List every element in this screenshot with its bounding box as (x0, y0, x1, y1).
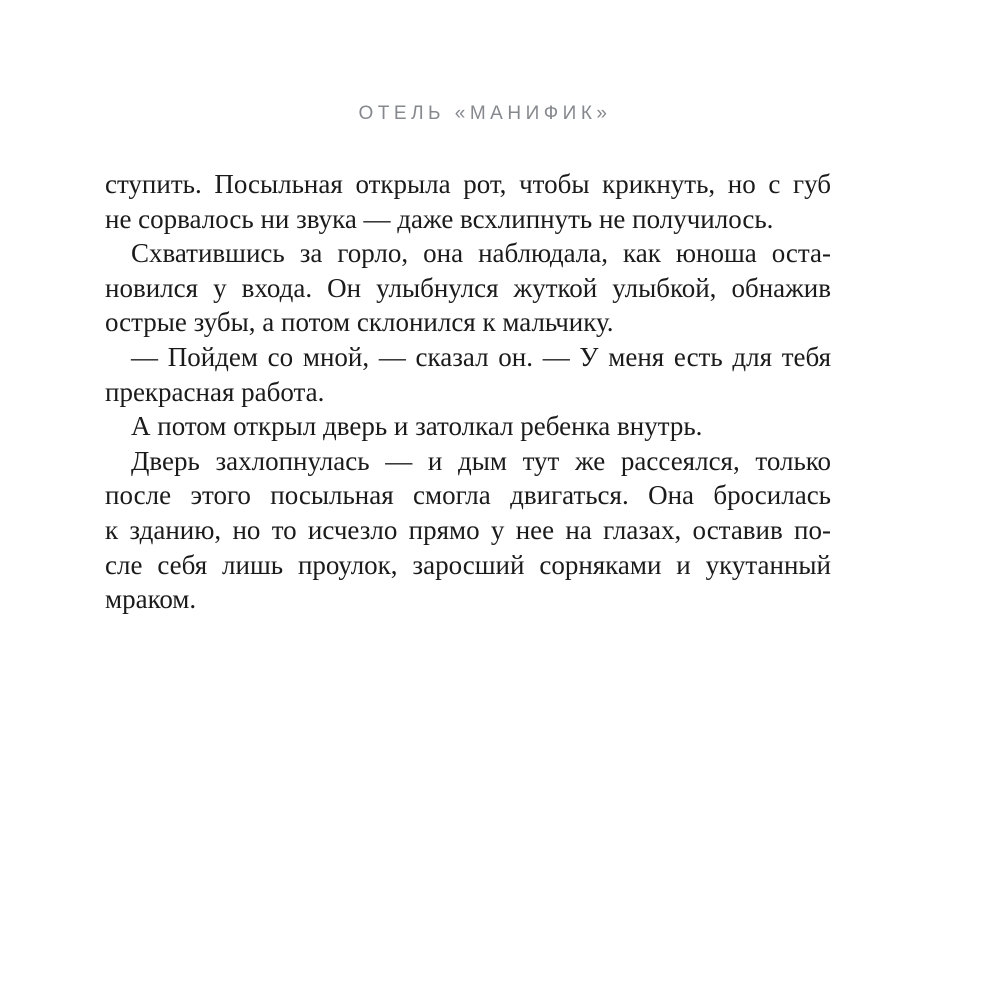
text-line: к зданию, но то исчезло прямо у нее на глазах, оставив по- (105, 514, 831, 545)
running-header: ОТЕЛЬ «МАНИФИК» (358, 103, 612, 124)
text-line: острые зубы, а потом склонился к мальчику. (105, 307, 614, 338)
text-line: — Пойдем со мной, — сказал он. — У меня есть для тебя (131, 341, 831, 372)
text-line: сле себя лишь проулок, заросший сорняками и укутанный (105, 549, 831, 580)
text-line: после этого посыльная смогла двигаться. Она бросилась (105, 480, 831, 511)
text-line: прекрасная работа. (105, 376, 325, 407)
text-line: не сорвалось ни звука — даже всхлипнуть не получилось. (105, 203, 774, 234)
text-line: новился у входа. Он улыбнулся жуткой улыбкой, обнажив (105, 272, 831, 303)
text-line: А потом открыл дверь и затолкал ребенка внутрь. (131, 411, 703, 442)
text-line: ступить. Посыльная открыла рот, чтобы крикнуть, но с губ (105, 169, 831, 199)
body-text (105, 167, 831, 617)
text-line: мраком. (105, 584, 197, 615)
text-line: Схватившись за горло, она наблюдала, как юноша оста- (131, 238, 831, 269)
text-line: Дверь захлопнулась — и дым тут же рассеялся, только (131, 445, 831, 476)
